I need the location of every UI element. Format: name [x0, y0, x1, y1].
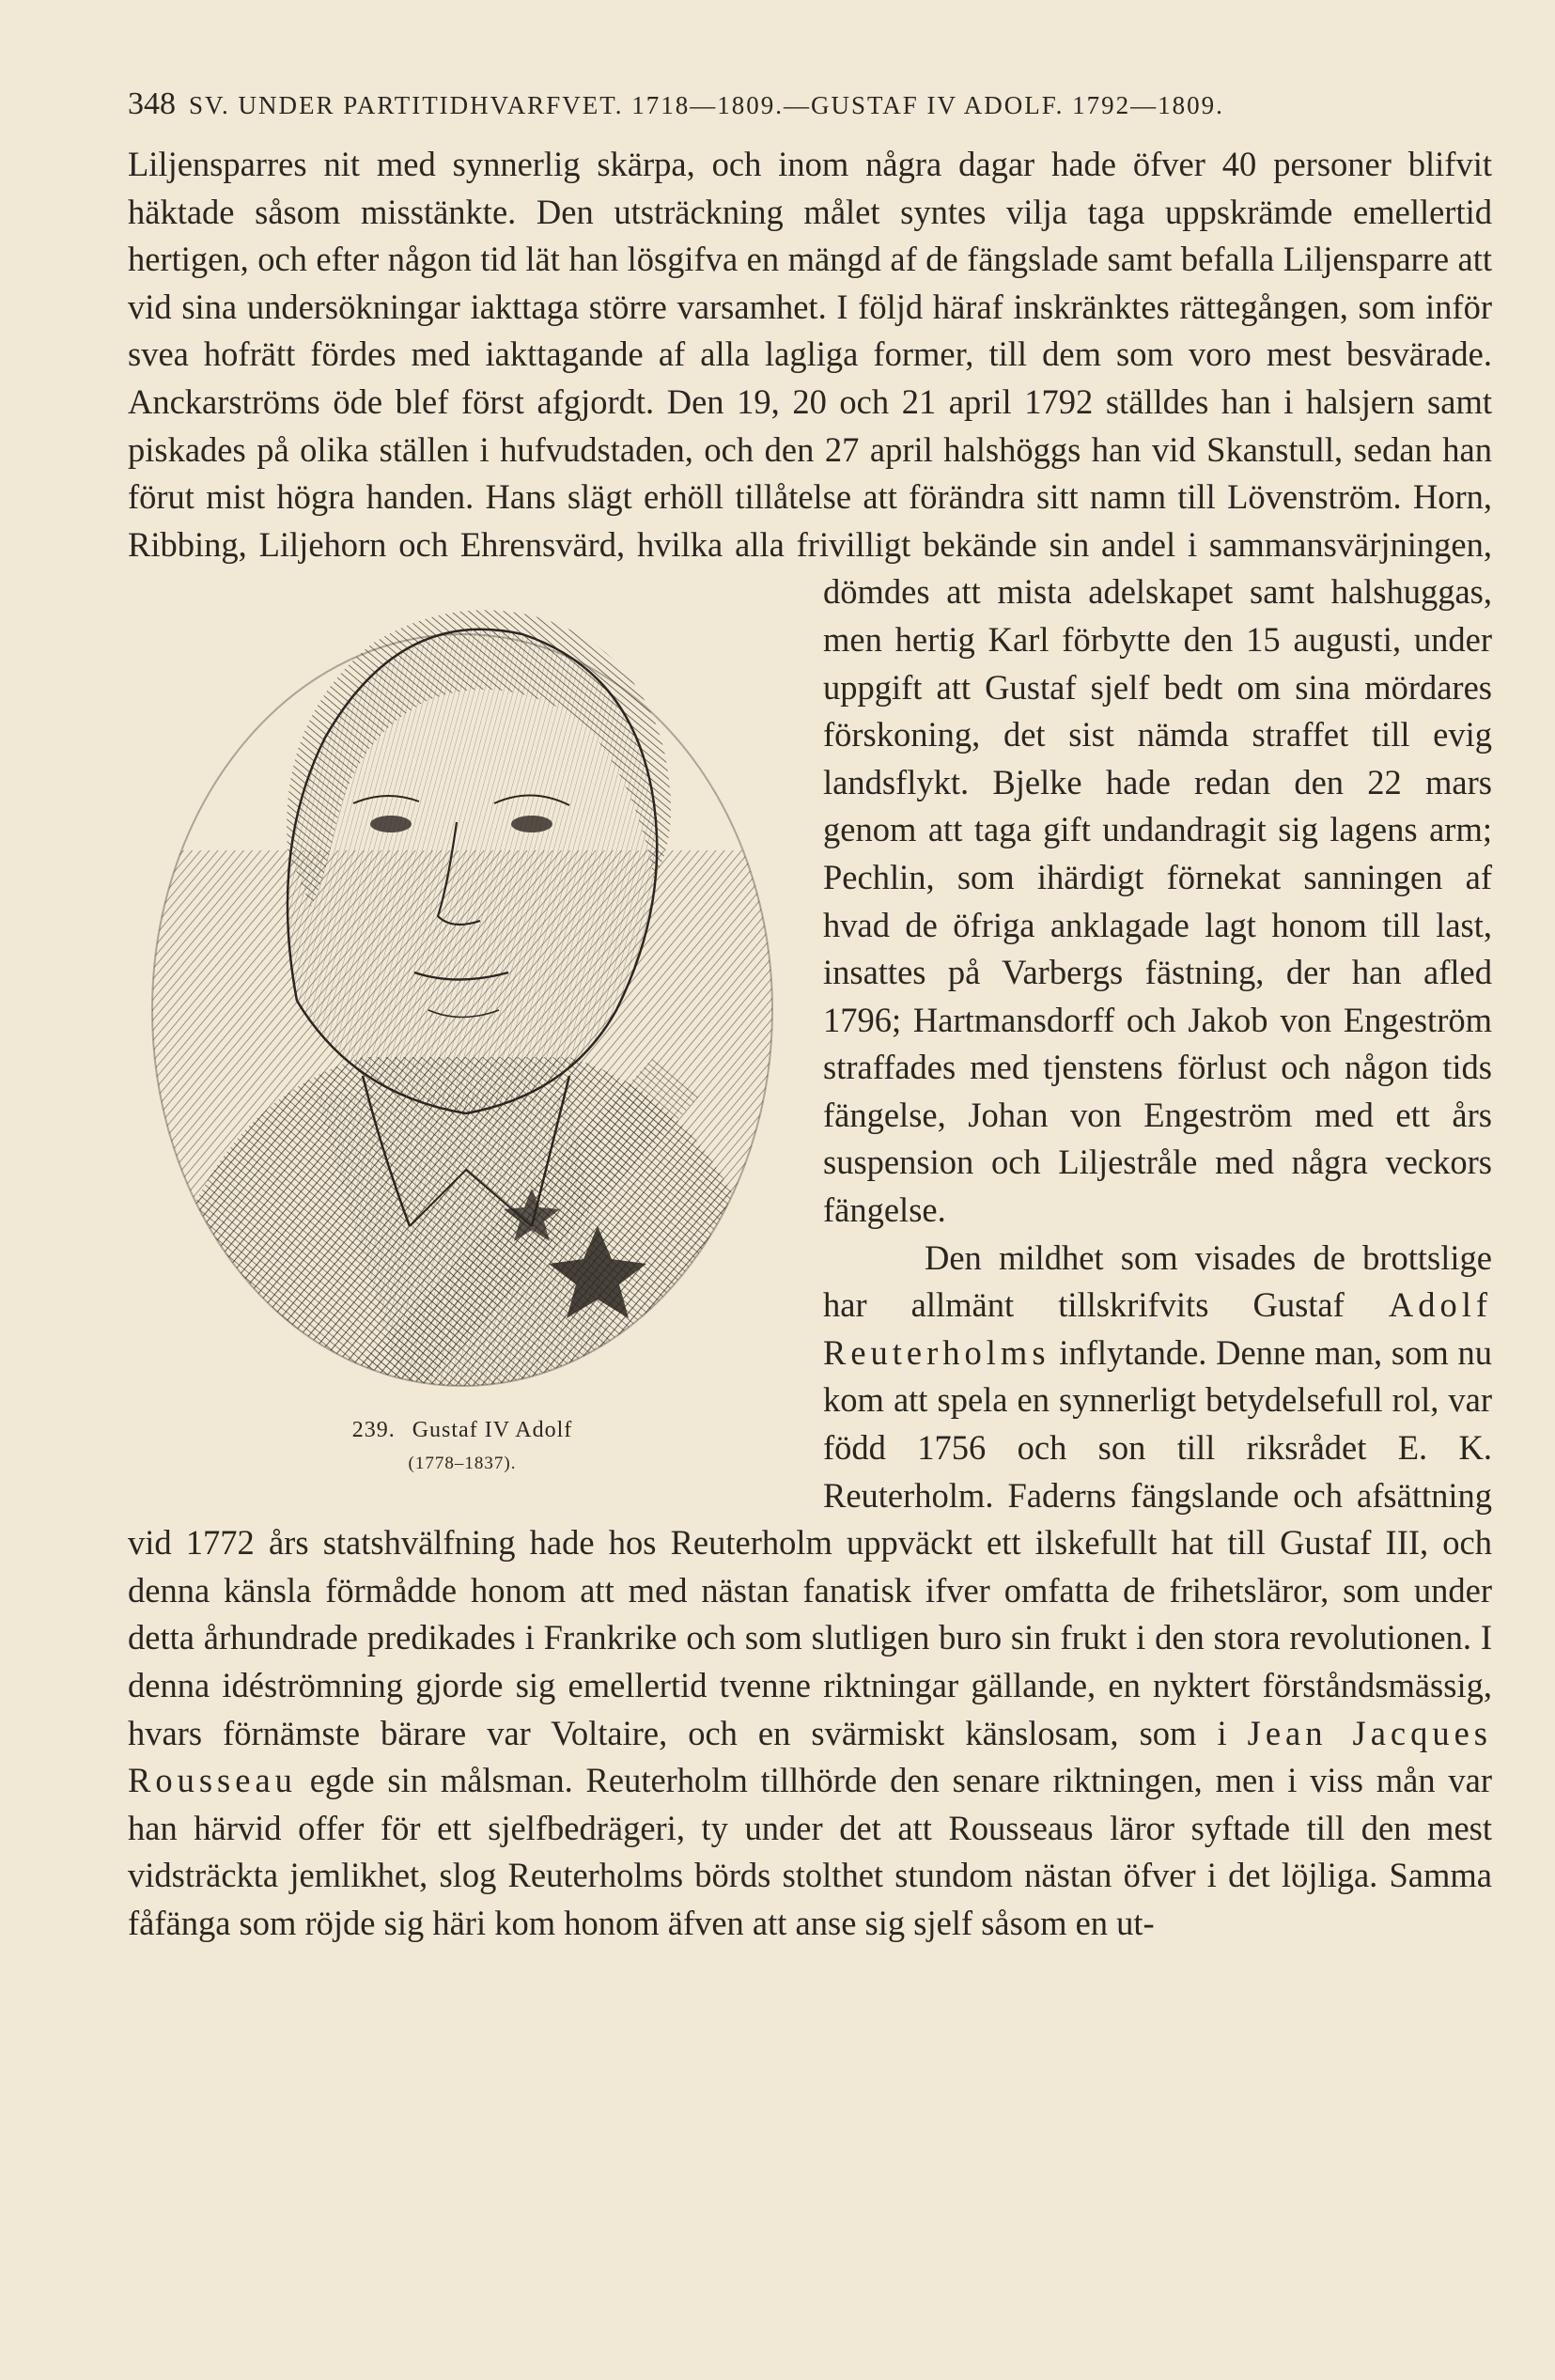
- figure-title: Gustaf IV Adolf: [412, 1418, 573, 1443]
- page-number: 348: [128, 86, 176, 121]
- figure: [128, 568, 797, 1508]
- figure-caption: [128, 1414, 797, 1480]
- emphasized-name: Adolf Reuterholms: [823, 1285, 1492, 1372]
- figure-dates: (1778–1837).: [408, 1454, 517, 1474]
- paragraph-2-middle: inflytande. Denne man, som nu kom att spela en synnerligt betydelsefull rol, var född 1756 och son till riksrådet E. K. Reuterholm. Faderns fängslande och afsättning vid 1772 års statshvälfning hade hos Reuterholm uppväckt ett ilskefullt hat till Gustaf III, och denna känsla förmådde honom att med nästan fanatisk ifver omfatta de frihetsläror, som under detta århundrade predikades i Frankrike och som slutligen buro sin frukt i den stora revolutionen. I denna idéströmning gjorde sig emellertid tvenne riktningar gällande, en nyktert förståndsmässig, hvars förnämste bärare var Voltaire, och en svärmiskt känslosam, som i: [128, 1332, 1492, 1752]
- running-head: [128, 86, 1481, 122]
- portrait-engraving: [128, 568, 797, 1410]
- paragraph-1-continued: men hertig Karl förbytte den 15 augusti, under uppgift att Gustaf sjelf bedt om sina mördares förskoning, det sist nämda straffet till evig landsflykt. Bjelke hade redan den 22 mars genom att taga gift undandragit sig lagens arm; Pechlin, som ihärdigt förnekat sanningen af hvad de öfriga anklagade lagt honom till last, insattes på Varbergs fästning, der han afled 1796; Hartmansdorff och Jakob von Engeström straffades med tjenstens förlust och någon tids fängelse, Johan von Engeström med ett års suspension och Liljestråle med några veckors fängelse.: [823, 619, 1492, 1230]
- paragraph-1-text: Liljensparres nit med synnerlig skärpa, och inom några dagar hade öfver 40 personer blifvit häktade såsom misstänkte. Den utsträckning målet syntes vilja taga uppskrämde emellertid hertigen, och efter någon tid lät han lösgifva en mängd af de fängslade samt befalla Liljensparre att vid sina undersökningar iakttaga större varsamhet. I följd häraf inskränktes rättegången, som inför svea hofrätt fördes med iakttagande af alla lagliga former, till dem som voro mest besvärade. Anckarströms öde blef först afgjordt. Den 19, 20 och 21 april 1792 ställdes han i halsjern samt piskades på olika ställen i hufvudstaden, och den 27 april halshöggs han vid Skanstull, sedan han förut mist högra handen. Hans slägt erhöll tillåtelse att förändra sitt namn till Lövenström. Horn, Ribbing, Liljehorn och Ehrensvärd, hvilka alla frivilligt bekände sin andel i sammansvärjningen, dömdes att mista adelskapet samt halshuggas,: [128, 145, 1492, 612]
- figure-number: 239.: [351, 1418, 396, 1443]
- paragraph-2-text: Den mildhet som visades de brottslige har allmänt tillskrifvits Gustaf: [823, 1237, 1492, 1325]
- paragraph-2-end: egde sin målsman. Reuterholm tillhörde den senare riktningen, men i viss mån var han härvid offer för ett sjelfbedrägeri, ty under det att Rousseaus läror syftade till den mest vidsträckta jemlikhet, slog Reuterholms börds stolthet stundom nästan öfver i det löjliga. Samma fåfänga som röjde sig häri kom honom äfven att anse sig sjelf såsom en ut-: [128, 1761, 1493, 1942]
- body-text: [128, 141, 1492, 1948]
- running-title: SV. UNDER PARTITIDHVARFVET. 1718—1809.—GUSTAF IV ADOLF. 1792—1809.: [189, 91, 1224, 119]
- emphasized-name-2: Jean Jacques Rousseau: [128, 1713, 1493, 1800]
